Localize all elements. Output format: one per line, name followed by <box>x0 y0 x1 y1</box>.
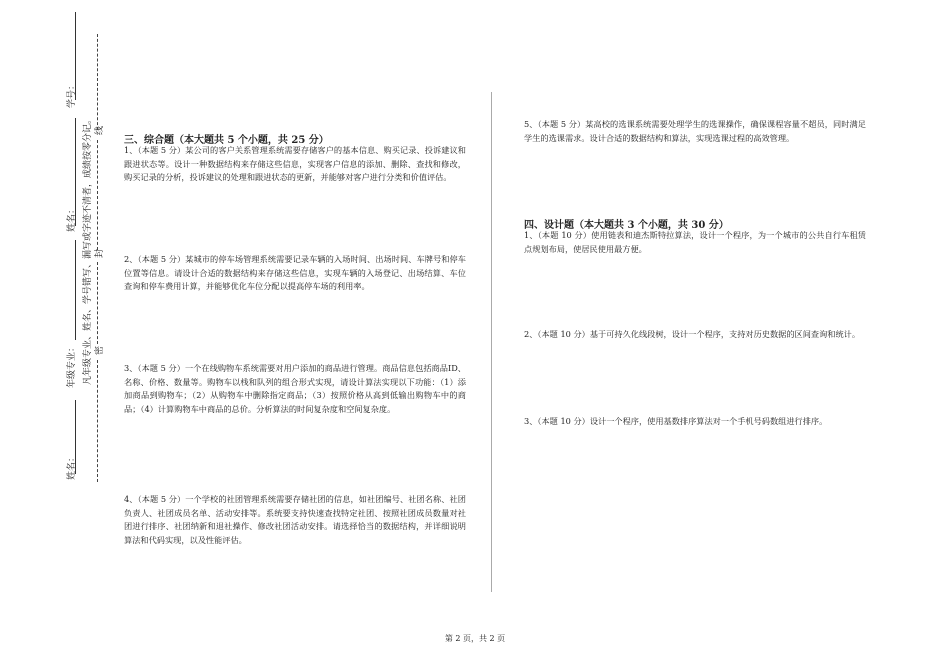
section-3-question-4: 4、（本题 5 分）一个学校的社团管理系统需要存储社团的信息，如社团编号、社团名称、社团负责人、社团成员名单、活动安排等。系统要支持快速查找特定社团、按照社团成员数量对社团进行排序、社团纳新和退社操作、修改社团活动安排。请选择恰当的数据结构，并详细说明算法和代码实现，以及性能评估。 <box>124 494 466 545</box>
section-4-question-1: 1、（本题 10 分）使用链表和迪杰斯特拉算法，设计一个程序，为一个城市的公共自行车租赁点规划布局，使居民使用最方便。 <box>524 230 866 254</box>
student-id-label: 学号： <box>67 80 77 108</box>
name-label: 姓名： <box>67 204 77 232</box>
page-footer: 第 2 页，共 2 页 <box>444 634 506 643</box>
binding-dash-line-top <box>97 34 98 130</box>
column-divider <box>491 92 492 592</box>
name-underline <box>75 118 76 226</box>
section-4-question-3: 3、（本题 10 分）设计一个程序，使用基数排序算法对一个手机号码数组进行排序。 <box>524 416 828 426</box>
section-3-title: 三、综合题（本大题共 5 个小题，共 25 分） <box>124 135 329 146</box>
section-4-question-2: 2、（本题 10 分）基于可持久化线段树，设计一个程序，支持对历史数据的区间查询和统计。 <box>524 329 861 339</box>
grade-major-label: 年级专业： <box>67 342 77 388</box>
seal-mark-xian: 线 <box>95 125 105 135</box>
section-3-question-3: 3、（本题 5 分）一个在线购物车系统需要对用户添加的商品进行管理。商品信息包括商品ID、名称、价格、数量等。购物车以栈和队列的组合形式实现，请设计算法实现以下功能：（1）添加商品到购物车；（2）从购物车中删除指定商品；（3）按照价格从高到低输出购物车中的商品；（4）计算购物车中商品的总价。分析算法的时间复杂度和空间复杂度。 <box>124 363 466 414</box>
section-3-question-5: 5、（本题 5 分）某高校的选课系统需要处理学生的选课操作，确保课程容量不超员，同时满足学生的选课需求。设计合适的数据结构和算法，实现选课过程的高效管理。 <box>524 119 866 143</box>
seal-mark-mi: 密 <box>95 345 105 355</box>
exam-site-label: 姓名： <box>67 452 77 480</box>
seal-mark-feng: 封 <box>95 248 105 258</box>
binding-margin <box>0 0 110 672</box>
student-id-underline <box>75 12 76 100</box>
section-3-question-1: 1、（本题 5 分）某公司的客户关系管理系统需要存储客户的基本信息、购买记录、投诉建议和跟进状态等。设计一种数据结构来存储这些信息，实现客户信息的添加、删除、查找和修改，购买记录的分析，投诉建议的处理和跟进状态的更新，并能够对客户进行分类和价值评估。 <box>124 145 466 183</box>
warning-text: 凡年级专业、姓名、学号错写、漏写或字迹不清者，成绩按零分记。 <box>83 114 93 385</box>
binding-dash-line-mid <box>97 140 98 250</box>
exam-site-underline <box>75 400 76 474</box>
grade-major-underline <box>75 240 76 340</box>
section-4-title: 四、设计题（本大题共 3 个小题，共 30 分） <box>524 220 729 231</box>
section-3-question-2: 2、（本题 5 分）某城市的停车场管理系统需要记录车辆的入场时间、出场时间、车牌号和停车位置等信息。请设计合适的数据结构来存储这些信息，实现车辆的入场登记、出场结算、车位查询和停车费用计算，并能够优化车位分配以提高停车场的利用率。 <box>124 254 466 292</box>
binding-dash-line-lower <box>97 262 98 344</box>
binding-dash-line-bottom <box>97 360 98 482</box>
